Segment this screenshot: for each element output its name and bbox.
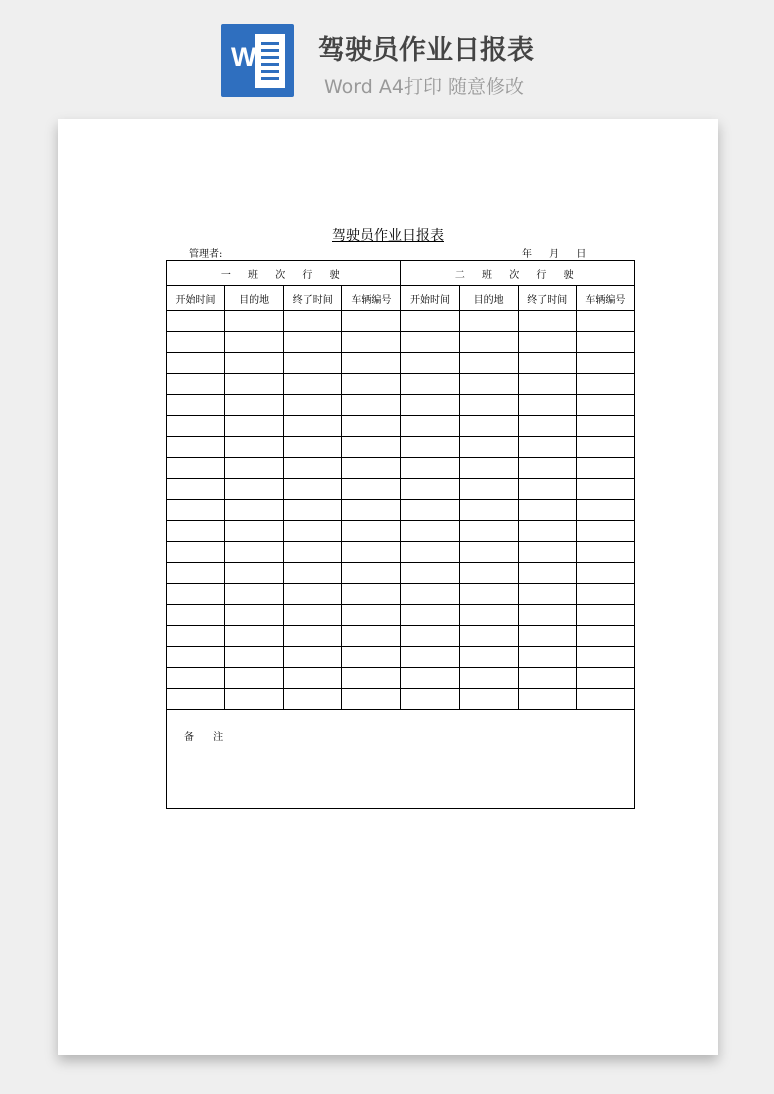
table-row	[167, 458, 635, 479]
table-cell[interactable]	[284, 521, 342, 542]
table-cell[interactable]	[342, 563, 401, 584]
table-cell[interactable]	[225, 374, 284, 395]
table-cell[interactable]	[167, 437, 225, 458]
table-cell[interactable]	[284, 500, 342, 521]
table-cell[interactable]	[459, 395, 518, 416]
document-title	[58, 225, 718, 245]
table-cell[interactable]	[284, 689, 342, 710]
table-cell[interactable]	[401, 521, 459, 542]
table-cell[interactable]	[459, 626, 518, 647]
table-cell[interactable]	[518, 458, 576, 479]
table-cell[interactable]	[459, 479, 518, 500]
table-row	[167, 626, 635, 647]
table-cell[interactable]	[576, 521, 634, 542]
table-cell[interactable]	[459, 416, 518, 437]
table-row	[167, 647, 635, 668]
table-cell[interactable]	[576, 647, 634, 668]
table-cell[interactable]	[401, 584, 459, 605]
document-page	[58, 119, 718, 1055]
table-cell[interactable]	[342, 668, 401, 689]
table-cell[interactable]	[342, 374, 401, 395]
table-cell[interactable]	[518, 374, 576, 395]
column-header: 开始时间	[167, 286, 225, 311]
table-cell[interactable]	[342, 395, 401, 416]
word-page-shape	[255, 34, 285, 88]
table-cell[interactable]	[401, 500, 459, 521]
table-cell[interactable]	[518, 668, 576, 689]
table-cell[interactable]	[225, 395, 284, 416]
table-cell[interactable]	[401, 668, 459, 689]
table-cell[interactable]	[167, 521, 225, 542]
column-header-row	[167, 286, 635, 311]
table-row	[167, 668, 635, 689]
table-cell[interactable]	[167, 647, 225, 668]
table-cell[interactable]	[459, 353, 518, 374]
table-cell[interactable]	[518, 395, 576, 416]
shift1-header: 一 班 次 行 驶	[167, 261, 401, 286]
table-cell[interactable]	[167, 374, 225, 395]
table-cell[interactable]	[518, 500, 576, 521]
table-cell[interactable]	[459, 563, 518, 584]
table-cell[interactable]	[225, 416, 284, 437]
table-cell[interactable]	[576, 479, 634, 500]
table-cell[interactable]	[342, 626, 401, 647]
table-row	[167, 521, 635, 542]
table-cell[interactable]	[225, 647, 284, 668]
table-cell[interactable]	[576, 437, 634, 458]
table-cell[interactable]	[576, 563, 634, 584]
table-cell[interactable]	[225, 458, 284, 479]
table-cell[interactable]	[459, 689, 518, 710]
table-cell[interactable]	[518, 521, 576, 542]
table-cell[interactable]	[342, 584, 401, 605]
table-cell[interactable]	[167, 332, 225, 353]
table-cell[interactable]	[225, 479, 284, 500]
table-cell[interactable]	[167, 395, 225, 416]
table-cell[interactable]	[576, 542, 634, 563]
table-cell[interactable]	[284, 374, 342, 395]
table-cell[interactable]	[167, 626, 225, 647]
shift2-header: 二 班 次 行 驶	[401, 261, 635, 286]
table-row	[167, 311, 635, 332]
column-header: 车辆编号	[576, 286, 634, 311]
table-cell[interactable]	[167, 479, 225, 500]
table-row	[167, 689, 635, 710]
table-cell[interactable]	[167, 311, 225, 332]
table-cell[interactable]	[225, 542, 284, 563]
table-cell[interactable]	[284, 605, 342, 626]
table-cell[interactable]	[518, 416, 576, 437]
table-cell[interactable]	[518, 647, 576, 668]
table-cell[interactable]	[518, 479, 576, 500]
table-cell[interactable]	[284, 416, 342, 437]
table-cell[interactable]	[459, 647, 518, 668]
table-cell[interactable]	[459, 437, 518, 458]
table-cell[interactable]	[401, 647, 459, 668]
table-cell[interactable]	[342, 311, 401, 332]
column-header: 开始时间	[401, 286, 459, 311]
table-cell[interactable]	[342, 542, 401, 563]
table-row	[167, 437, 635, 458]
table-cell[interactable]	[342, 605, 401, 626]
report-table	[166, 260, 635, 809]
table-cell[interactable]	[401, 605, 459, 626]
table-cell[interactable]	[167, 689, 225, 710]
table-cell[interactable]	[518, 584, 576, 605]
table-row	[167, 416, 635, 437]
table-cell[interactable]	[284, 584, 342, 605]
table-cell[interactable]	[518, 542, 576, 563]
table-cell[interactable]	[576, 500, 634, 521]
table-cell[interactable]	[284, 563, 342, 584]
table-cell[interactable]	[225, 626, 284, 647]
table-cell[interactable]	[167, 542, 225, 563]
table-row	[167, 332, 635, 353]
table-cell[interactable]	[518, 605, 576, 626]
table-cell[interactable]	[459, 458, 518, 479]
table-cell[interactable]	[225, 605, 284, 626]
table-cell[interactable]	[459, 584, 518, 605]
table-cell[interactable]	[284, 353, 342, 374]
remarks-label: 备 注	[184, 732, 232, 743]
table-cell[interactable]	[167, 416, 225, 437]
table-cell[interactable]	[576, 353, 634, 374]
table-cell[interactable]	[284, 395, 342, 416]
table-cell[interactable]	[225, 668, 284, 689]
table-cell[interactable]	[342, 500, 401, 521]
table-cell[interactable]	[401, 374, 459, 395]
header-subtitle: Word A4打印 随意修改	[324, 76, 525, 98]
table-cell[interactable]	[401, 689, 459, 710]
table-cell[interactable]	[518, 689, 576, 710]
table-cell[interactable]	[342, 332, 401, 353]
table-cell[interactable]	[401, 542, 459, 563]
table-row	[167, 500, 635, 521]
column-header: 终了时间	[518, 286, 576, 311]
table-cell[interactable]	[576, 584, 634, 605]
table-cell[interactable]	[167, 605, 225, 626]
shift-header-row	[167, 261, 635, 286]
table-cell[interactable]	[401, 353, 459, 374]
table-cell[interactable]	[518, 563, 576, 584]
manager-label: 管理者:	[189, 249, 223, 260]
word-logo-icon	[221, 24, 294, 97]
table-cell[interactable]	[576, 332, 634, 353]
table-row	[167, 479, 635, 500]
column-header: 终了时间	[284, 286, 342, 311]
table-row	[167, 563, 635, 584]
table-cell[interactable]	[576, 668, 634, 689]
table-cell[interactable]	[167, 353, 225, 374]
table-cell[interactable]	[225, 521, 284, 542]
table-cell[interactable]	[459, 521, 518, 542]
column-header: 车辆编号	[342, 286, 401, 311]
table-cell[interactable]	[167, 500, 225, 521]
table-cell[interactable]	[576, 374, 634, 395]
table-cell[interactable]	[167, 458, 225, 479]
table-cell[interactable]	[342, 416, 401, 437]
table-cell[interactable]	[284, 626, 342, 647]
table-cell[interactable]	[167, 668, 225, 689]
table-row	[167, 353, 635, 374]
table-cell[interactable]	[284, 311, 342, 332]
table-cell[interactable]	[576, 626, 634, 647]
table-cell[interactable]	[459, 668, 518, 689]
table-cell[interactable]	[342, 647, 401, 668]
table-cell[interactable]	[576, 605, 634, 626]
table-cell[interactable]	[518, 437, 576, 458]
table-cell[interactable]	[401, 395, 459, 416]
table-cell[interactable]	[342, 437, 401, 458]
table-cell[interactable]	[342, 689, 401, 710]
document-title-text: 驾驶员作业日报表	[332, 228, 444, 244]
table-cell[interactable]	[576, 395, 634, 416]
table-cell[interactable]	[459, 311, 518, 332]
table-cell[interactable]	[284, 668, 342, 689]
table-row	[167, 395, 635, 416]
table-cell[interactable]	[342, 458, 401, 479]
table-cell[interactable]	[401, 563, 459, 584]
column-header: 目的地	[225, 286, 284, 311]
table-cell[interactable]	[225, 332, 284, 353]
table-cell[interactable]	[401, 437, 459, 458]
table-cell[interactable]	[459, 374, 518, 395]
table-cell[interactable]	[576, 458, 634, 479]
table-cell[interactable]	[576, 689, 634, 710]
table-cell[interactable]	[225, 353, 284, 374]
table-cell[interactable]	[225, 311, 284, 332]
table-cell[interactable]	[401, 311, 459, 332]
table-row	[167, 584, 635, 605]
table-cell[interactable]	[401, 458, 459, 479]
table-cell[interactable]	[167, 563, 225, 584]
table-cell[interactable]	[225, 437, 284, 458]
table-cell[interactable]	[576, 416, 634, 437]
table-cell[interactable]	[401, 332, 459, 353]
table-cell[interactable]	[225, 500, 284, 521]
table-cell[interactable]	[459, 332, 518, 353]
table-cell[interactable]	[518, 311, 576, 332]
table-cell[interactable]	[284, 542, 342, 563]
table-cell[interactable]	[342, 353, 401, 374]
word-logo-letter: W	[231, 42, 257, 72]
remarks-cell[interactable]	[167, 710, 635, 809]
table-cell[interactable]	[284, 647, 342, 668]
table-cell[interactable]	[342, 479, 401, 500]
table-row	[167, 374, 635, 395]
table-cell[interactable]	[459, 605, 518, 626]
date-label: 年 月 日	[522, 249, 587, 260]
table-cell[interactable]	[576, 311, 634, 332]
table-cell[interactable]	[459, 500, 518, 521]
table-cell[interactable]	[284, 458, 342, 479]
remarks-row	[167, 710, 635, 809]
table-cell[interactable]	[518, 626, 576, 647]
table-cell[interactable]	[518, 332, 576, 353]
header-title: 驾驶员作业日报表	[318, 35, 534, 66]
table-row	[167, 542, 635, 563]
table-cell[interactable]	[284, 332, 342, 353]
table-cell[interactable]	[401, 626, 459, 647]
table-row	[167, 605, 635, 626]
table-cell[interactable]	[225, 563, 284, 584]
table-cell[interactable]	[401, 416, 459, 437]
table-cell[interactable]	[401, 479, 459, 500]
table-cell[interactable]	[518, 353, 576, 374]
table-cell[interactable]	[342, 521, 401, 542]
table-cell[interactable]	[167, 584, 225, 605]
table-cell[interactable]	[284, 437, 342, 458]
column-header: 目的地	[459, 286, 518, 311]
table-cell[interactable]	[225, 689, 284, 710]
table-cell[interactable]	[459, 542, 518, 563]
table-cell[interactable]	[284, 479, 342, 500]
table-cell[interactable]	[225, 584, 284, 605]
